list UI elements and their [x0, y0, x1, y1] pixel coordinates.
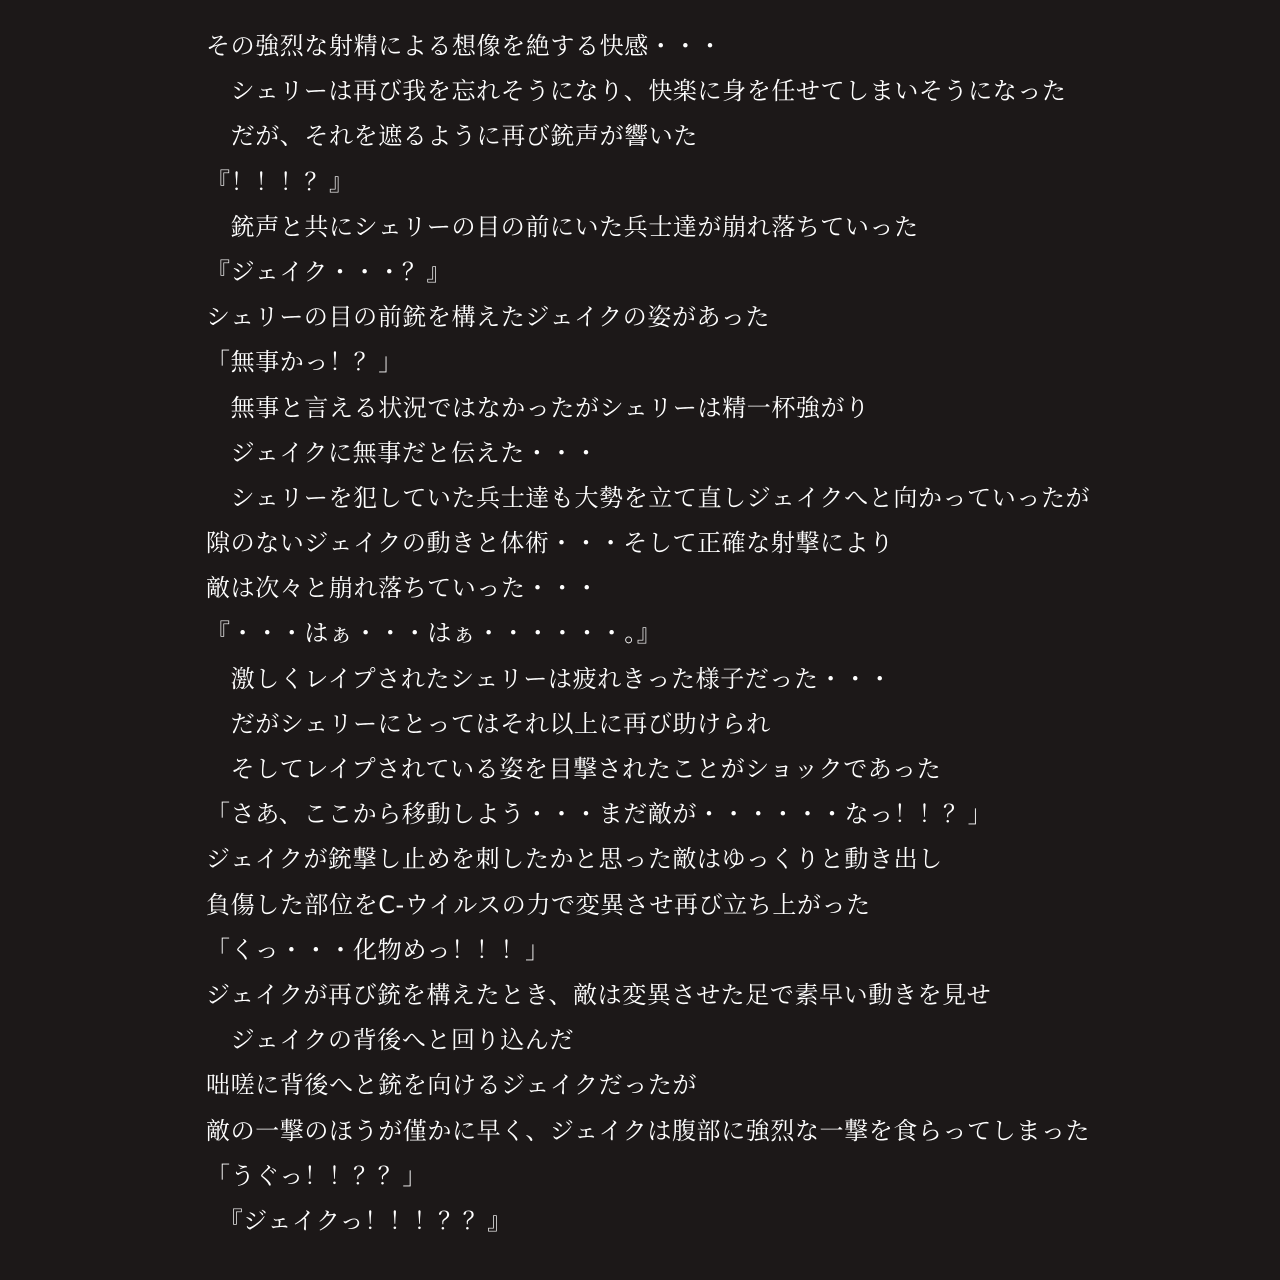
story-text: [206, 24, 1246, 1244]
text-line: 『ジェイクっ！！！？？』: [206, 1206, 512, 1235]
text-line: だが、それを遮るように再び銃声が響いた: [206, 122, 698, 151]
text-line: その強烈な射精による想像を絶する快感・・・: [206, 32, 723, 60]
text-line: シェリーの目の前銃を構えたジェイクの姿があった: [206, 303, 771, 332]
text-line: そしてレイプされている姿を目撃されたことがショックであった: [206, 755, 942, 783]
text-line: 敵の一撃のほうが僅かに早く、ジェイクは腹部に強烈な一撃を食らってしまった: [206, 1116, 1091, 1145]
text-line: 「さあ、ここから移動しよう・・・まだ敵が・・・・・・なっ！！？」: [206, 800, 993, 829]
text-line: だがシェリーにとってはそれ以上に再び助けられ: [206, 709, 771, 738]
text-line: 隙のないジェイクの動きと体術・・・そして正確な射撃により: [206, 529, 894, 558]
text-line: ジェイクに無事だと伝えた・・・: [206, 438, 599, 467]
text-line: 激しくレイプされたシェリーは疲れきった様子だった・・・: [206, 664, 893, 693]
text-line: ジェイクが銃撃し止めを刺したかと思った敵はゆっくりと動き出し: [206, 845, 943, 874]
text-line: 「うぐっ！！？？」: [206, 1161, 427, 1190]
text-line: 敵は次々と崩れ落ちていった・・・: [206, 574, 600, 603]
text-line: 負傷した部位をC-ウイルスの力で変異させ再び立ち上がった: [206, 890, 871, 919]
text-line: 『！！！？』: [206, 167, 354, 196]
text-line: 『ジェイク・・・？』: [206, 257, 452, 286]
text-line: 『・・・はぁ・・・はぁ・・・・・・。』: [206, 619, 662, 648]
text-line: 「くっ・・・化物めっ！！！」: [206, 935, 550, 964]
text-line: 「無事かっ！？」: [206, 348, 403, 377]
text-line: 咄嗟に背後へと銃を向けるジェイクだったが: [206, 1071, 698, 1100]
text-line: 銃声と共にシェリーの目の前にいた兵士達が崩れ落ちていった: [206, 212, 919, 241]
text-line: シェリーは再び我を忘れそうになり、快楽に身を任せてしまいそうになった: [206, 77, 1067, 106]
text-line: ジェイクの背後へと回り込んだ: [206, 1026, 575, 1055]
text-line: 無事と言える状況ではなかったがシェリーは精一杯強がり: [206, 393, 870, 422]
text-line: ジェイクが再び銃を構えたとき、敵は変異させた足で素早い動きを見せ: [206, 980, 992, 1009]
text-line: シェリーを犯していた兵士達も大勢を立て直しジェイクへと向かっていったが: [206, 483, 1091, 512]
